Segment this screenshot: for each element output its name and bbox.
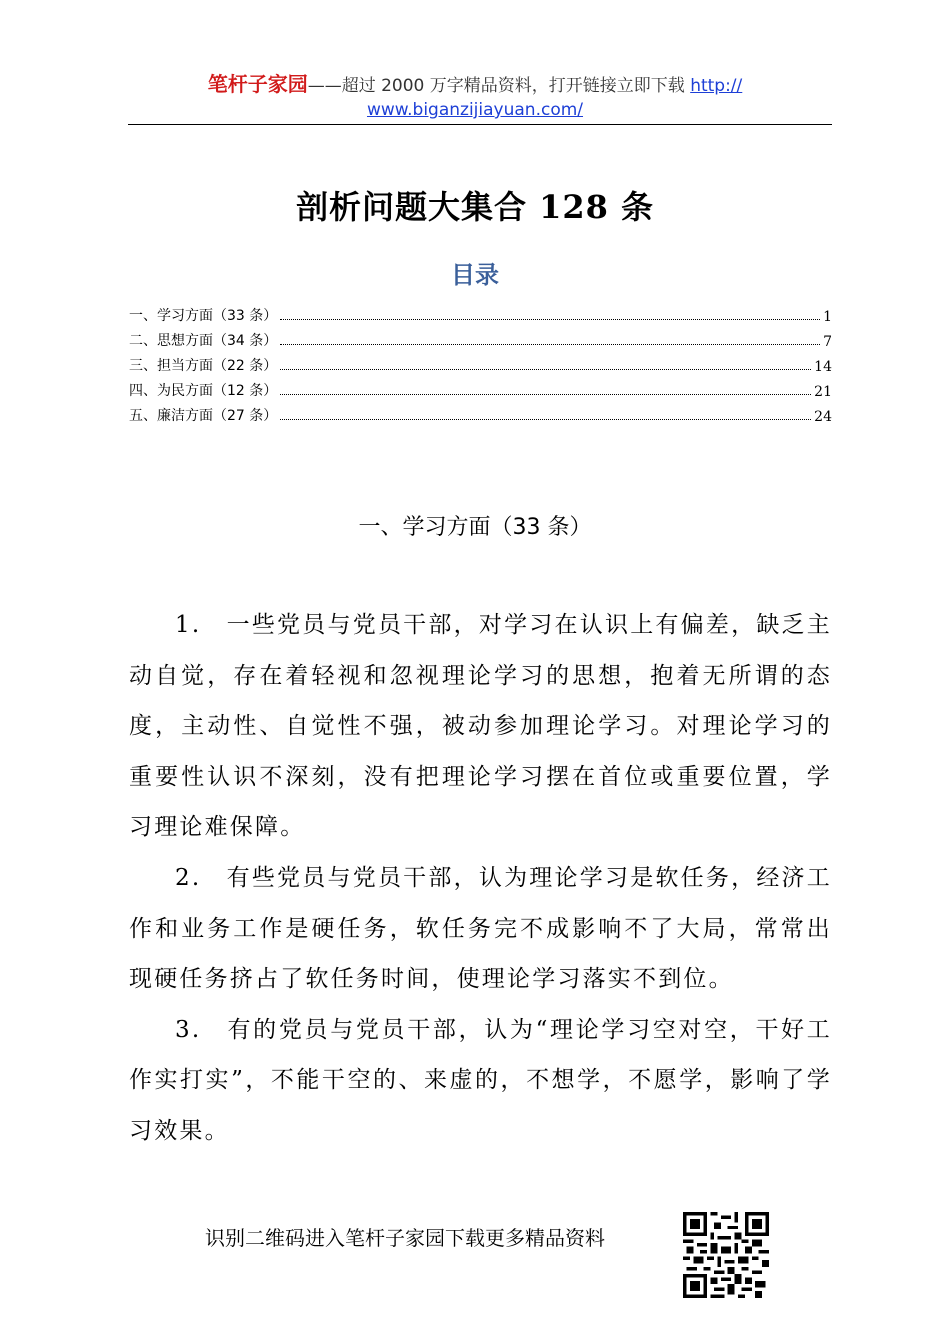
header-rule — [128, 124, 832, 125]
toc-entry-label: 二、思想方面（34 条） — [129, 333, 278, 349]
footer-text: 识别二维码进入笔杆子家园下载更多精品资料 — [205, 1226, 605, 1250]
toc-entry[interactable] — [129, 350, 832, 375]
toc-entry[interactable] — [129, 300, 832, 325]
toc-entry-label: 五、廉洁方面（27 条） — [129, 408, 278, 424]
header-text: ——超过 2000 万字精品资料，打开链接立即下载 — [307, 76, 691, 96]
paragraph: 1. 一些党员与党员干部，对学习在认识上有偏差，缺乏主动自觉，存在着轻视和忽视理论学习的思想，抱着无所谓的态度，主动性、自觉性不强，被动参加理论学习。对理论学习的重要性认识不深刻，没有把理论学习摆在首位或重要位置，学习理论难保障。 — [129, 612, 832, 841]
toc-leader — [280, 319, 820, 320]
toc-leader — [280, 344, 820, 345]
toc-entry-page: 14 — [814, 359, 832, 375]
qr-code-icon[interactable] — [683, 1212, 769, 1298]
header-link-line — [0, 98, 950, 122]
toc-leader — [280, 369, 811, 370]
section-body — [129, 600, 832, 1157]
document-title: 剖析问题大集合 128 条 — [295, 188, 655, 226]
toc-entry[interactable] — [129, 400, 832, 425]
toc-entry-label: 三、担当方面（22 条） — [129, 358, 278, 374]
toc-entry[interactable] — [129, 325, 832, 350]
brand-name: 笔杆子家园 — [207, 72, 308, 96]
table-of-contents — [129, 300, 832, 425]
toc-leader — [280, 394, 811, 395]
page-header — [0, 72, 950, 98]
toc-entry[interactable] — [129, 375, 832, 400]
toc-entry-label: 一、学习方面（33 条） — [129, 308, 278, 324]
toc-entry-label: 四、为民方面（12 条） — [129, 383, 278, 399]
paragraph: 3. 有的党员与党员干部，认为“理论学习空对空，干好工作实打实”，不能干空的、来虚的，不想学，不愿学，影响了学习效果。 — [129, 1016, 832, 1144]
toc-heading: 目录 — [451, 261, 499, 289]
toc-entry-page: 7 — [823, 334, 832, 350]
toc-entry-page: 1 — [823, 309, 832, 325]
paragraph: 2. 有些党员与党员干部，认为理论学习是软任务，经济工作和业务工作是硬任务，软任务完不成影响不了大局，常常出现硬任务挤占了软任务时间，使理论学习落实不到位。 — [129, 864, 832, 993]
section-title: 一、学习方面（33 条） — [358, 515, 592, 540]
toc-leader — [280, 419, 811, 420]
toc-entry-page: 21 — [814, 384, 832, 400]
header-link-part1[interactable]: http:// — [690, 76, 743, 96]
toc-entry-page: 24 — [814, 409, 832, 425]
header-link-part2[interactable]: www.biganzijiayuan.com/ — [366, 100, 584, 120]
